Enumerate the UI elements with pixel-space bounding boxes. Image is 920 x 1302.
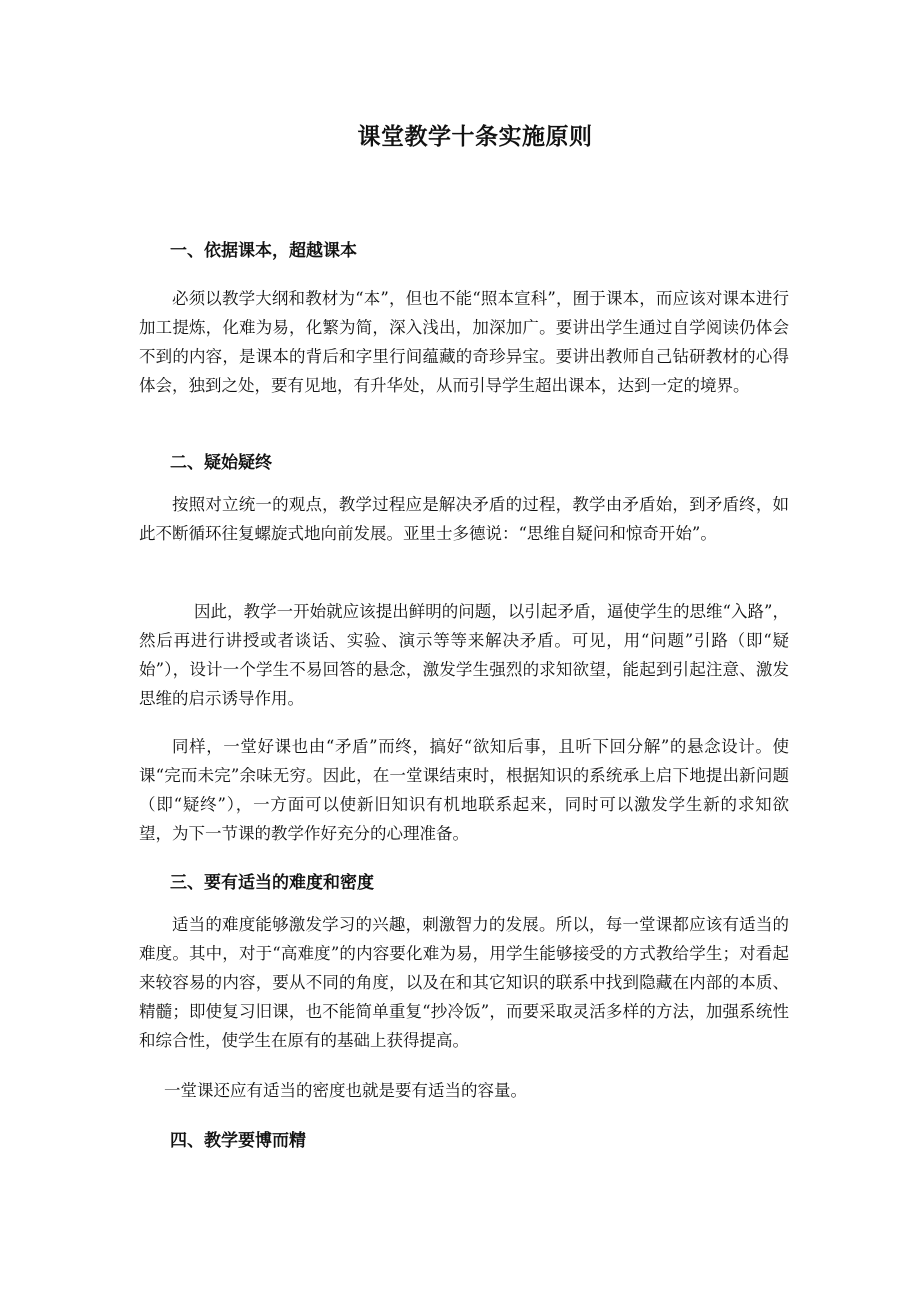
section-2-paragraph-1: 按照对立统一的观点，教学过程应是解决矛盾的过程，教学由矛盾始，到矛盾终，如此不断循环往复螺旋式地向前发展。亚里士多德说：“思维自疑问和惊奇开始”。 — [139, 495, 789, 543]
section-3-paragraph-2: 一堂课还应有适当的密度也就是要有适当的容量。 — [164, 1081, 527, 1100]
section-1-paragraph-1: 必须以教学大纲和教材为“本”，但也不能“照本宣科”，囿于课本，而应该对课本进行加工提炼，化难为易，化繁为简，深入浅出，加深加广。要讲出学生通过自学阅读仍体会不到的内容，是课本的背后和字里行间蕴藏的奇珍异宝。要讲出教师自己钻研教材的心得体会，独到之处，要有见地，有升华处，从而引导学生超出课本，达到一定的境界。 — [139, 289, 789, 395]
section-heading-2: 二、疑始疑终 — [170, 453, 272, 473]
section-2-paragraph-2: 因此，教学一开始就应该提出鲜明的问题，以引起矛盾，逼使学生的思维“入路”，然后再进行讲授或者谈话、实验、演示等等来解决矛盾。可见，用“问题”引路（即“疑始”），设计一个学生不易回答的悬念，激发学生强烈的求知欲望，能起到引起注意、激发思维的启示诱导作用。 — [139, 602, 789, 708]
section-heading-3: 三、要有适当的难度和密度 — [170, 873, 374, 893]
section-heading-4: 四、教学要博而精 — [170, 1131, 306, 1151]
section-2-paragraph-3: 同样，一堂好课也由“矛盾”而终，搞好“欲知后事，且听下回分解”的悬念设计。使课“完而未完”余味无穷。因此，在一堂课结束时，根据知识的系统承上启下地提出新问题（即“疑终”），一方面可以使新旧知识有机地联系起来，同时可以激发学生新的求知欲望，为下一节课的教学作好充分的心理准备。 — [139, 737, 789, 843]
document-title: 课堂教学十条实施原则 — [357, 123, 593, 150]
section-3-paragraph-1: 适当的难度能够激发学习的兴趣，刺激智力的发展。所以，每一堂课都应该有适当的难度。其中，对于“高难度”的内容要化难为易，用学生能够接受的方式教给学生；对看起来较容易的内容，要从不同的角度，以及在和其它知识的联系中找到隐藏在内部的本质、精髓；即使复习旧课，也不能简单重复“抄冷饭”，而要采取灵活多样的方法，加强系统性和综合性，使学生在原有的基础上获得提高。 — [139, 915, 789, 1050]
section-heading-1: 一、依据课本，超越课本 — [170, 241, 357, 261]
